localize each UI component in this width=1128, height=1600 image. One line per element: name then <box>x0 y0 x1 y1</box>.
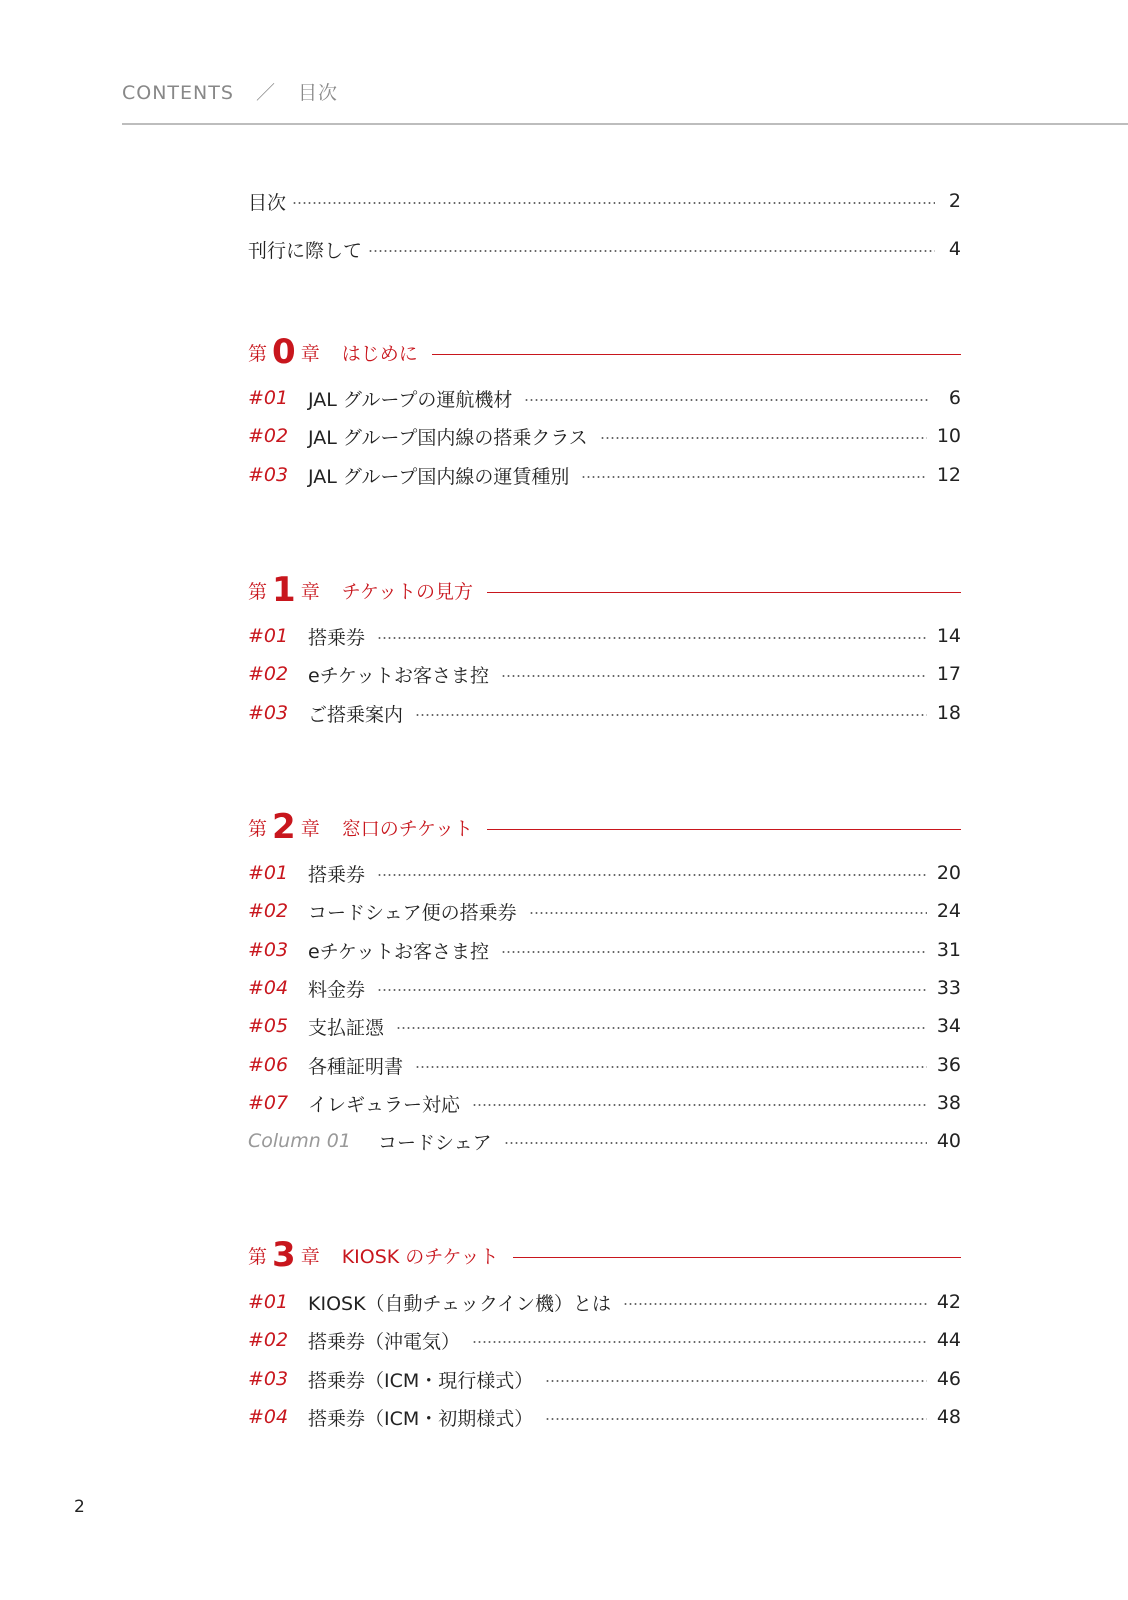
chapter-prefix: 第 <box>248 1246 268 1268</box>
chapter-title: はじめに <box>341 343 418 365</box>
chapter-number: 0 <box>272 332 296 372</box>
entry-page-number: 36 <box>936 1054 961 1076</box>
running-header <box>122 78 338 105</box>
entry-page-number: 10 <box>936 425 961 447</box>
section-number: #02 <box>248 1329 289 1351</box>
chapter-suffix: 章 <box>300 1246 320 1268</box>
chapter-title: KIOSK のチケット <box>341 1246 499 1268</box>
chapter-prefix: 第 <box>248 581 268 603</box>
chapter-number: 2 <box>272 807 296 847</box>
toc-entry[interactable] <box>248 935 961 965</box>
section-number: #07 <box>248 1092 289 1114</box>
entry-page-number: 17 <box>936 663 961 685</box>
dot-leader <box>545 1418 927 1420</box>
dot-leader <box>415 1066 927 1068</box>
dot-leader <box>415 714 927 716</box>
entry-title: 目次 <box>248 191 287 214</box>
dot-leader <box>600 437 927 439</box>
chapter-prefix: 第 <box>248 343 268 365</box>
entry-page-number: 6 <box>948 387 961 409</box>
entry-page-number: 18 <box>936 702 961 724</box>
entry-page-number: 46 <box>936 1368 961 1390</box>
dot-leader <box>524 399 929 401</box>
toc-entry[interactable] <box>248 1126 961 1156</box>
chapter-rule <box>432 354 961 356</box>
section-number: #01 <box>248 387 289 409</box>
toc-entry[interactable] <box>248 1325 961 1355</box>
section-number: #04 <box>248 1406 289 1428</box>
dot-leader <box>472 1341 927 1343</box>
dot-leader <box>529 912 927 914</box>
chapter-rule <box>513 1257 961 1259</box>
chapter-number: 3 <box>272 1235 296 1275</box>
section-number: #03 <box>248 702 289 724</box>
section-number: #01 <box>248 862 289 884</box>
entry-page-number: 48 <box>936 1406 961 1428</box>
column-number: Column 01 <box>248 1130 351 1152</box>
chapter-number: 1 <box>272 570 296 610</box>
header-label: CONTENTS <box>122 82 234 104</box>
chapter-rule <box>487 829 961 831</box>
toc-entry[interactable] <box>248 896 961 926</box>
chapter-prefix: 第 <box>248 818 268 840</box>
entry-page-number: 40 <box>936 1130 961 1152</box>
chapter-title: チケットの見方 <box>341 581 473 603</box>
toc-entry[interactable] <box>248 383 961 413</box>
entry-title: 支払証憑 <box>308 1016 385 1039</box>
toc-entry[interactable] <box>248 460 961 490</box>
toc-entry[interactable] <box>248 1364 961 1394</box>
toc-intro-entry[interactable] <box>248 186 961 216</box>
dot-leader <box>472 1104 927 1106</box>
header-slash: ／ <box>255 82 276 104</box>
dot-leader <box>377 637 927 639</box>
dot-leader <box>545 1380 927 1382</box>
page-number: 2 <box>74 1497 85 1517</box>
dot-leader <box>377 989 927 991</box>
entry-title: コードシェア便の搭乗券 <box>308 901 517 924</box>
chapter-suffix: 章 <box>300 343 320 365</box>
entry-title: eチケットお客さま控 <box>308 664 489 687</box>
entry-page-number: 38 <box>936 1092 961 1114</box>
entry-title: KIOSK（自動チェックイン機）とは <box>308 1292 612 1315</box>
dot-leader <box>623 1303 927 1305</box>
entry-page-number: 42 <box>936 1291 961 1313</box>
toc-intro-entry[interactable] <box>248 234 961 264</box>
entry-page-number: 44 <box>936 1329 961 1351</box>
header-rule <box>122 123 1128 125</box>
chapter-suffix: 章 <box>300 581 320 603</box>
entry-page-number: 33 <box>936 977 961 999</box>
chapter-suffix: 章 <box>300 818 320 840</box>
section-number: #06 <box>248 1054 289 1076</box>
entry-title: JAL グループ国内線の搭乗クラス <box>308 426 588 449</box>
section-number: #03 <box>248 1368 289 1390</box>
chapter-rule <box>487 592 961 594</box>
dot-leader <box>377 874 927 876</box>
entry-page-number: 12 <box>936 464 961 486</box>
entry-title: 搭乗券（ICM・現行様式） <box>308 1369 534 1392</box>
entry-title: ご搭乗案内 <box>308 703 404 726</box>
toc-entry[interactable] <box>248 621 961 651</box>
header-label-ja: 目次 <box>297 82 338 104</box>
entry-page-number: 14 <box>936 625 961 647</box>
section-number: #01 <box>248 1291 289 1313</box>
toc-entry[interactable] <box>248 1050 961 1080</box>
chapter-title: 窓口のチケット <box>341 818 473 840</box>
entry-title: 料金券 <box>308 978 366 1001</box>
section-number: #02 <box>248 425 289 447</box>
entry-title: 搭乗券（ICM・初期様式） <box>308 1407 534 1430</box>
toc-entry[interactable] <box>248 1287 961 1317</box>
dot-leader <box>368 250 935 252</box>
entry-title: JAL グループの運航機材 <box>308 388 513 411</box>
dot-leader <box>292 202 935 204</box>
entry-page-number: 4 <box>948 238 961 260</box>
dot-leader <box>581 476 926 478</box>
chapter-heading <box>248 329 961 372</box>
entry-page-number: 34 <box>936 1015 961 1037</box>
entry-page-number: 2 <box>948 190 961 212</box>
section-number: #02 <box>248 663 289 685</box>
entry-title: 各種証明書 <box>308 1055 404 1078</box>
toc-entry[interactable] <box>248 421 961 451</box>
entry-title: コードシェア <box>378 1131 492 1154</box>
toc-entry[interactable] <box>248 858 961 888</box>
toc-entry[interactable] <box>248 659 961 689</box>
entry-title: 搭乗券 <box>308 863 366 886</box>
dot-leader <box>396 1027 927 1029</box>
section-number: #04 <box>248 977 289 999</box>
chapter-heading <box>248 1232 961 1275</box>
toc-entry[interactable] <box>248 973 961 1003</box>
entry-title: 刊行に際して <box>248 239 363 262</box>
chapter-heading <box>248 804 961 847</box>
chapter-heading <box>248 567 961 610</box>
entry-page-number: 31 <box>936 939 961 961</box>
dot-leader <box>504 1142 927 1144</box>
section-number: #03 <box>248 939 289 961</box>
toc-entry[interactable] <box>248 1011 961 1041</box>
section-number: #02 <box>248 900 289 922</box>
toc-entry[interactable] <box>248 1088 961 1118</box>
section-number: #01 <box>248 625 289 647</box>
entry-title: 搭乗券（沖電気） <box>308 1330 461 1353</box>
dot-leader <box>501 951 927 953</box>
entry-title: 搭乗券 <box>308 626 366 649</box>
entry-title: JAL グループ国内線の運賃種別 <box>308 465 570 488</box>
entry-page-number: 20 <box>936 862 961 884</box>
section-number: #05 <box>248 1015 289 1037</box>
toc-entry[interactable] <box>248 1402 961 1432</box>
toc-entry[interactable] <box>248 698 961 728</box>
section-number: #03 <box>248 464 289 486</box>
entry-title: イレギュラー対応 <box>308 1093 461 1116</box>
entry-title: eチケットお客さま控 <box>308 940 489 963</box>
entry-page-number: 24 <box>936 900 961 922</box>
dot-leader <box>501 675 927 677</box>
